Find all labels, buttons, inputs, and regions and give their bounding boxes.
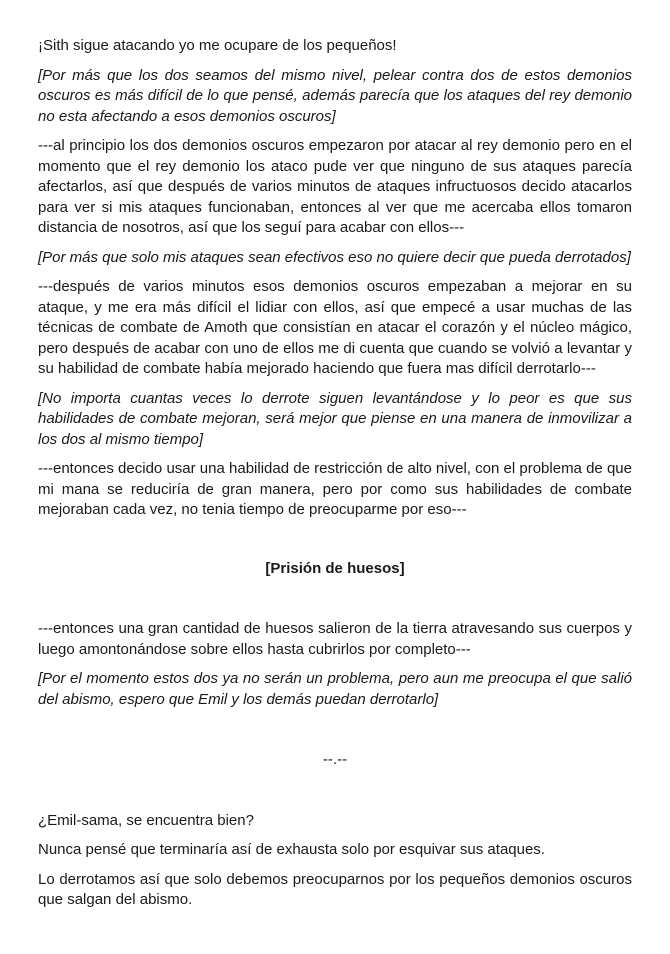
thought-paragraph: [Por el momento estos dos ya no serán un problema, pero aun me preocupa el que salió del abismo, espero que Emil y los demás puedan derrotarlo] — [38, 670, 632, 708]
document-page — [38, 36, 632, 911]
dialogue-line: ¿Emil-sama, se encuentra bien? — [38, 811, 254, 829]
narration-paragraph: ---después de varios minutos esos demonios oscuros empezaban a mejorar en su ataque, y me era más difícil el lidiar con ellos, así que empecé a usar muchas de las técnicas de combate de Amoth que consistían en atacar el corazón y el núcleo mágico, pero después de acabar con uno de ellos me di cuenta que cuando se volvió a levantar y su habilidad de combate había mejorado haciendo que fuera mas difícil derrotarlo--- — [38, 278, 632, 377]
dialogue-line: ¡Sith sigue atacando yo me ocupare de los pequeños! — [38, 37, 397, 54]
narration-paragraph: ---entonces una gran cantidad de huesos salieron de la tierra atravesando sus cuerpos y luego amontonándose sobre ellos hasta cubrirlos por completo--- — [38, 620, 632, 658]
dialogue-line: Nunca pensé que terminaría así de exhausta solo por esquivar sus ataques. — [38, 841, 545, 858]
thought-paragraph: [Por más que solo mis ataques sean efectivos eso no quiere decir que pueda derrotados] — [38, 248, 631, 266]
thought-paragraph: [Por más que los dos seamos del mismo nivel, pelear contra dos de estos demonios oscuros es más difícil de lo que pensé, además parecía que los ataques del rey demonio no esta afectando a esos demonios oscuros] — [38, 66, 632, 125]
scene-separator: --.-- — [322, 751, 348, 768]
thought-paragraph: [No importa cuantas veces lo derrote siguen levantándose y lo peor es que sus habilidades de combate mejoran, será mejor que piense en una manera de inmovilizar a los dos al mismo tiempo] — [38, 389, 632, 448]
narration-paragraph: ---al principio los dos demonios oscuros empezaron por atacar al rey demonio pero en el momento que el rey demonio los ataco pude ver que ninguno de sus ataques parecía afectarlos, así que después de varios minutos de ataques infructuosos decido atacarlos para ver si mis ataques funcionaban, entonces al ver que me acercaba ellos tomaron distancia de nosotros, así que los seguí para acabar con ellos--- — [38, 137, 632, 236]
dialogue-line: Lo derrotamos así que solo debemos preocuparnos por los pequeños demonios oscuros que salgan del abismo. — [38, 870, 632, 908]
skill-heading: [Prisión de huesos] — [265, 559, 405, 577]
narration-paragraph: ---entonces decido usar una habilidad de restricción de alto nivel, con el problema de que mi mana se reduciría de gran manera, pero por como sus habilidades de combate mejoraban cada vez, no tenia tiempo de preocuparme por eso--- — [38, 460, 632, 518]
